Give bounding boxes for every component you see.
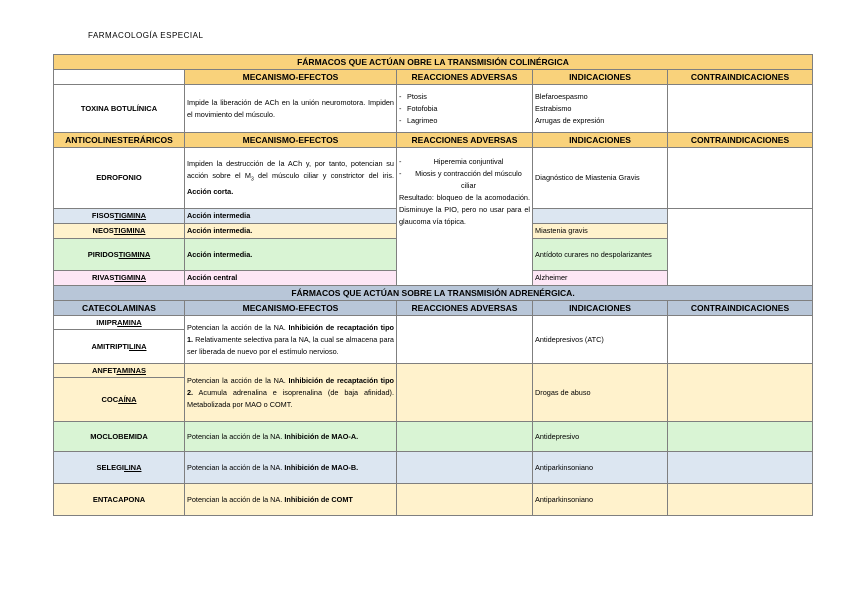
mechanism-bold: Acción corta. bbox=[187, 186, 234, 196]
name-suffix: TIGMINA bbox=[118, 249, 151, 259]
group-header: CATECOLAMINAS bbox=[54, 301, 185, 316]
name-suffix: AÍNA bbox=[118, 394, 137, 404]
contraindications-cell bbox=[668, 452, 813, 484]
mechanism-text: del músculo ciliar y constrictor del iris. bbox=[253, 171, 394, 181]
mechanism-text: Acumula adrenalina e isoprenalina (de baja afinidad). Metabolizada por MAO o COMT. bbox=[187, 387, 394, 409]
mechanism-text: Potencian la acción de la NA. bbox=[187, 322, 289, 332]
mechanism-text: Potencian la acción de la NA. bbox=[187, 431, 285, 441]
mechanism-cell: Impide la liberación de ACh en la unión neuromotora. Impiden el movimiento del músculo. bbox=[185, 85, 397, 133]
header-adverse: REACCIONES ADVERSAS bbox=[397, 133, 533, 148]
name-suffix: LINA bbox=[129, 341, 147, 351]
toxina-row bbox=[54, 85, 813, 133]
mechanism-bold: Inhibición de MAO-A. bbox=[284, 431, 359, 441]
mechanism-cell bbox=[185, 364, 397, 422]
anticholinesterase-header-row bbox=[54, 133, 813, 148]
indications-cell: Drogas de abuso bbox=[533, 364, 668, 422]
mechanism-cell: Acción intermedia. bbox=[185, 239, 397, 271]
adverse-cell bbox=[397, 484, 533, 516]
name-part: NEOS bbox=[92, 226, 114, 235]
header-contraindications: CONTRAINDICACIONES bbox=[668, 301, 813, 316]
indication-item: Estrabismo bbox=[535, 103, 572, 113]
contraindications-cell bbox=[668, 316, 813, 364]
drug-name bbox=[54, 209, 185, 224]
adverse-item: - Miosis y contracción del músculo ciliar bbox=[399, 168, 530, 192]
drug-name bbox=[54, 378, 185, 422]
indications-cell: Miastenia gravis bbox=[533, 224, 668, 239]
indications-cell: Alzheimer bbox=[533, 271, 668, 286]
header-mechanism: MECANISMO-EFECTOS bbox=[185, 133, 397, 148]
indications-cell: Antidepresivo bbox=[533, 422, 668, 452]
mechanism-cell: Acción intermedia bbox=[185, 209, 397, 224]
drug-name: MOCLOBEMIDA bbox=[54, 422, 185, 452]
empty-header-cell bbox=[54, 70, 185, 85]
mechanism-cell bbox=[185, 452, 397, 484]
mechanism-text: Impiden la destrucción de la ACh y, por tanto, potencian su acción sobre el M bbox=[187, 159, 394, 181]
group-header: ANTICOLINESTERÁRICOS bbox=[54, 133, 185, 148]
selegilina-row bbox=[54, 452, 813, 484]
edrofonio-row bbox=[54, 148, 813, 209]
adverse-cell bbox=[397, 422, 533, 452]
drug-name bbox=[54, 364, 185, 378]
drug-name: ENTACAPONA bbox=[54, 484, 185, 516]
name-part: ANFET bbox=[91, 365, 117, 375]
contraindications-cell bbox=[668, 85, 813, 133]
subscript: 3 bbox=[250, 176, 254, 183]
indications-cell bbox=[533, 209, 668, 224]
name-part: IMIPR bbox=[96, 317, 118, 327]
adverse-result: Resultado: bloqueo de la acomodación. Disminuye la PIO, pero no usar para el glaucoma vía tópica. bbox=[399, 193, 530, 226]
drug-name bbox=[54, 452, 185, 484]
adverse-item: - Ptosis bbox=[399, 91, 530, 103]
mechanism-text: Potencian la acción de la NA. bbox=[187, 494, 285, 504]
name-suffix: TIGMINA bbox=[114, 211, 147, 220]
contraindications-cell bbox=[668, 364, 813, 422]
adrenergic-title-row bbox=[54, 286, 813, 301]
mechanism-cell bbox=[185, 148, 397, 209]
indication-item: Arrugas de expresión bbox=[535, 115, 605, 125]
name-suffix: TIGMINA bbox=[114, 273, 147, 282]
drug-name: TOXINA BOTULÍNICA bbox=[54, 85, 185, 133]
drug-name: EDROFONIO bbox=[54, 148, 185, 209]
header-mechanism: MECANISMO-EFECTOS bbox=[185, 70, 397, 85]
name-suffix: AMINAS bbox=[116, 365, 147, 375]
mechanism-text: Potencian la acción de la NA. bbox=[187, 375, 289, 385]
header-mechanism: MECANISMO-EFECTOS bbox=[185, 301, 397, 316]
adrenergic-title: FÁRMACOS QUE ACTÚAN SOBRE LA TRANSMISIÓN ADRENÉRGICA. bbox=[54, 286, 813, 301]
mechanism-cell: Acción intermedia. bbox=[185, 224, 397, 239]
mechanism-cell bbox=[185, 422, 397, 452]
indications-cell: Diagnóstico de Miastenia Gravis bbox=[533, 148, 668, 209]
drug-name bbox=[54, 224, 185, 239]
mechanism-cell bbox=[185, 484, 397, 516]
mechanism-text: Relativamente selectiva para la NA, la cual se almacena para ser liberada de nuevo por el estímulo nervioso. bbox=[187, 334, 394, 356]
header-indications: INDICACIONES bbox=[533, 133, 668, 148]
mechanism-bold: Inhibición de COMT bbox=[284, 494, 353, 504]
name-part: COC bbox=[101, 394, 119, 404]
contraindications-cell bbox=[668, 422, 813, 452]
document-header: FARMACOLOGÍA ESPECIAL bbox=[88, 31, 204, 40]
adverse-item: - Hiperemia conjuntival bbox=[399, 156, 530, 168]
pharmacology-table bbox=[53, 54, 813, 516]
header-adverse: REACCIONES ADVERSAS bbox=[397, 301, 533, 316]
adverse-item: - Lagrimeo bbox=[399, 115, 530, 127]
contraindications-cell bbox=[668, 209, 813, 286]
name-part: PIRIDOS bbox=[87, 249, 119, 259]
adrenergic-header-row bbox=[54, 301, 813, 316]
cholinergic-header-row bbox=[54, 70, 813, 85]
indications-cell: Antidepresivos (ATC) bbox=[533, 316, 668, 364]
header-contraindications: CONTRAINDICACIONES bbox=[668, 70, 813, 85]
name-suffix: AMINA bbox=[117, 317, 142, 327]
imipramina-row bbox=[54, 316, 813, 330]
drug-name bbox=[54, 316, 185, 330]
drug-name bbox=[54, 271, 185, 286]
name-part: RIVAS bbox=[91, 273, 115, 282]
name-part: AMITRIPTI bbox=[91, 341, 129, 351]
mechanism-text: Potencian la acción de la NA. bbox=[187, 462, 285, 472]
mechanism-cell: Acción central bbox=[185, 271, 397, 286]
contraindications-cell bbox=[668, 148, 813, 209]
shared-adverse-cell bbox=[397, 148, 533, 286]
adverse-cell bbox=[397, 452, 533, 484]
indications-cell: Antiparkinsoniano bbox=[533, 452, 668, 484]
adverse-cell bbox=[397, 316, 533, 364]
name-part: FISOS bbox=[91, 211, 115, 220]
indications-cell bbox=[533, 85, 668, 133]
adverse-item: - Fotofobia bbox=[399, 103, 530, 115]
cholinergic-title-row bbox=[54, 55, 813, 70]
contraindications-cell bbox=[668, 484, 813, 516]
header-contraindications: CONTRAINDICACIONES bbox=[668, 133, 813, 148]
header-indications: INDICACIONES bbox=[533, 70, 668, 85]
cholinergic-title: FÁRMACOS QUE ACTÚAN OBRE LA TRANSMISIÓN COLINÉRGICA bbox=[54, 55, 813, 70]
name-part: SELEGI bbox=[96, 462, 124, 472]
header-adverse: REACCIONES ADVERSAS bbox=[397, 70, 533, 85]
moclobemida-row bbox=[54, 422, 813, 452]
adverse-cell bbox=[397, 85, 533, 133]
indications-cell: Antiparkinsoniano bbox=[533, 484, 668, 516]
mechanism-cell bbox=[185, 316, 397, 364]
indications-cell: Antídoto curares no despolarizantes bbox=[533, 239, 668, 271]
mechanism-bold: Inhibición de MAO-B. bbox=[284, 462, 359, 472]
name-suffix: LINA bbox=[124, 462, 142, 472]
drug-name bbox=[54, 239, 185, 271]
mechanism-bold: Inhibición de recaptación tipo 2. bbox=[187, 375, 394, 397]
name-suffix: TIGMINA bbox=[113, 226, 146, 235]
header-indications: INDICACIONES bbox=[533, 301, 668, 316]
anfetaminas-row bbox=[54, 364, 813, 378]
indication-item: Blefaroespasmo bbox=[535, 91, 588, 101]
adverse-cell bbox=[397, 364, 533, 422]
mechanism-bold: Inhibición de recaptación tipo 1. bbox=[187, 322, 394, 344]
entacapona-row bbox=[54, 484, 813, 516]
drug-name bbox=[54, 330, 185, 364]
